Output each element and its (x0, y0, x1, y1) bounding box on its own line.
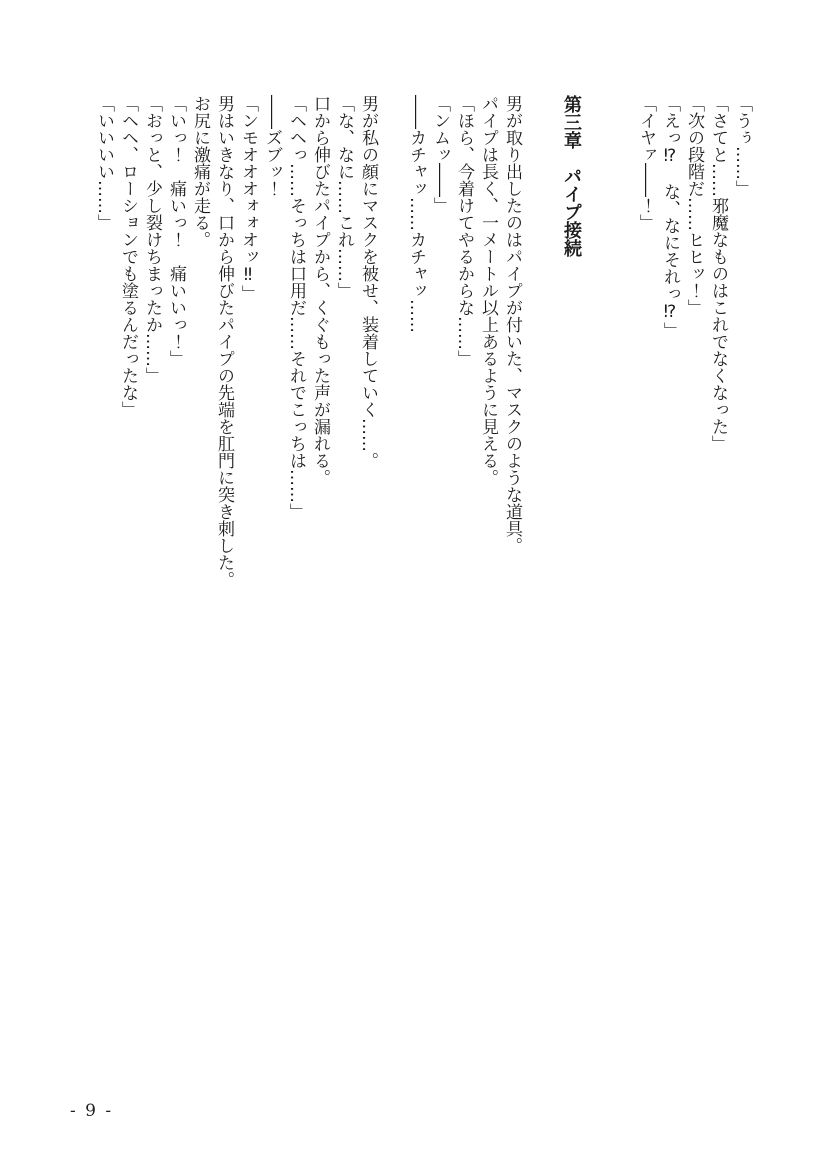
dialogue-line: 「ヘヘっ……そっちは口用だ……それでこっちは……」 (286, 95, 306, 520)
dialogue-line: 「ンモオオオォォオッ‼」 (238, 95, 258, 302)
page-number: - 9 - (70, 1101, 114, 1121)
vertical-text-block (92, 95, 754, 640)
sfx-line: ――ズブッ！ (262, 95, 282, 197)
dialogue-line: 「えっ⁉ な、なにそれっ⁉」 (660, 95, 680, 339)
narration-line: パイプは長く、一メートル以上あるように見える。 (478, 95, 498, 486)
narration-line: 男が取り出したのはパイプが付いた、マスクのような道具。 (502, 95, 522, 554)
dialogue-line: 「次の段階だ……ヒヒッ！」 (684, 95, 704, 316)
dialogue-line: 「ほら、今着けてやるからな……」 (454, 95, 474, 367)
dialogue-line: 「な、なに……これ……」 (334, 95, 354, 299)
dialogue-line: 「イヤァ――！」 (636, 95, 656, 231)
dialogue-line: 「ヘヘ、ローションでも塗るんだったな」 (118, 95, 138, 418)
narration-line: 男が私の顔にマスクを被せ、装着していく……。 (358, 95, 378, 469)
dialogue-line: 「いいいい……」 (94, 95, 114, 231)
chapter-title: 第三章 パイプ接続 (561, 95, 582, 257)
narration-line: 男はいきなり、口から伸びたパイプの先端を肛門に突き刺した。 (214, 95, 234, 588)
dialogue-line: 「いっ！ 痛いっ！ 痛いいっ！」 (166, 95, 186, 367)
dialogue-line: 「さてと……邪魔なものはこれでなくなった」 (708, 95, 728, 452)
narration-line: お尻に激痛が走る。 (190, 95, 210, 248)
sfx-line: ――カチャッ……カチャッ…… (406, 95, 426, 333)
narration-line: 口から伸びたパイプから、くぐもった声が漏れる。 (310, 95, 330, 486)
dialogue-line: 「うぅ……」 (732, 95, 752, 197)
dialogue-line: 「ンムッ――」 (430, 95, 450, 214)
dialogue-line: 「おっと、少し裂けちまったか……」 (142, 95, 162, 384)
